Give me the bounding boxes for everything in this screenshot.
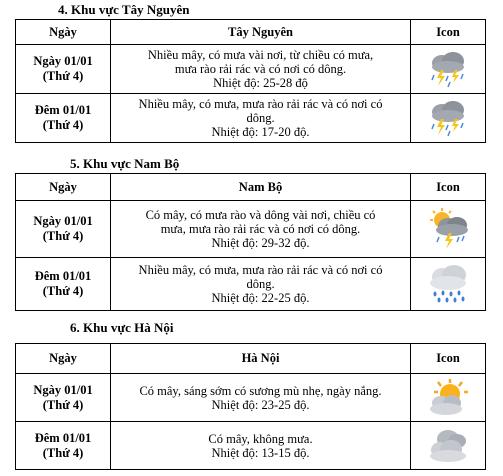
day-label: Ngày 01/01 [33, 214, 93, 228]
description-cell [111, 258, 411, 311]
description-line: Nhiều mây, có mưa, mưa rào rải rác và có nơi có [138, 97, 383, 111]
cloudy-icon [426, 426, 470, 466]
table-row [16, 422, 486, 470]
description-line: Có mây, sáng sớm có sương mù nhẹ, ngày nắng. [139, 383, 382, 398]
day-cell [16, 374, 111, 422]
forecast-table [15, 343, 486, 470]
icon-cell [411, 94, 486, 143]
forecast-table [15, 173, 486, 311]
icon-cell [411, 258, 486, 311]
description-line: mưa, mưa rào rải rác và có nơi có dông. [160, 222, 361, 236]
temperature-line: Nhiệt độ: 13-15 độ. [211, 445, 310, 460]
temperature-line: Nhiệt độ: 23-25 độ. [211, 397, 310, 412]
header-day: Ngày [16, 344, 111, 374]
table-row [16, 374, 486, 422]
day-label: Đêm 01/01 [34, 103, 92, 117]
table-row [16, 258, 486, 311]
section-title: 4. Khu vực Tây Nguyên [58, 2, 190, 17]
description-line: Có mây, không mưa. [208, 431, 313, 446]
sun-cloud-icon [426, 378, 470, 418]
day-cell [16, 94, 111, 143]
header-icon: Icon [411, 20, 486, 45]
header-region: Nam Bộ [111, 174, 411, 201]
description-line: dông. [246, 111, 275, 125]
forecast-table [15, 19, 486, 143]
temperature-line: Nhiệt độ: 17-20 độ. [211, 125, 310, 139]
description-cell [111, 45, 411, 94]
icon-cell [411, 422, 486, 470]
header-region: Tây Nguyên [111, 20, 411, 45]
section-title: 5. Khu vực Nam Bộ [70, 156, 180, 171]
icon-cell [411, 374, 486, 422]
header-day: Ngày [16, 20, 111, 45]
table-row [16, 45, 486, 94]
description-line: Có mây, có mưa rào và dông vài nơi, chiều có [145, 208, 376, 222]
description-cell [111, 374, 411, 422]
weekday-label: (Thứ 4) [42, 69, 84, 83]
weekday-label: (Thứ 4) [42, 229, 84, 243]
thunderstorm-rain-icon [426, 49, 470, 89]
weekday-label: (Thứ 4) [42, 397, 84, 412]
description-line: dông. [246, 277, 275, 291]
temperature-line: Nhiệt độ: 25-28 độ [213, 76, 308, 90]
sun-thunderstorm-icon [426, 208, 470, 250]
description-line: Nhiều mây, có mưa, mưa rào rải rác và có nơi có [138, 263, 383, 277]
header-region: Hà Nội [111, 344, 411, 374]
day-label: Đêm 01/01 [34, 269, 92, 283]
day-label: Ngày 01/01 [33, 382, 93, 397]
day-cell [16, 201, 111, 258]
weekday-label: (Thứ 4) [42, 118, 84, 132]
thunderstorm-rain-icon [426, 98, 470, 138]
description-cell [111, 201, 411, 258]
description-line: Nhiều mây, có mưa vài nơi, từ chiều có mưa, [147, 48, 374, 62]
description-line: mưa rào rải rác và có nơi có dông. [174, 62, 347, 76]
day-cell [16, 258, 111, 311]
weekday-label: (Thứ 4) [42, 284, 84, 298]
header-icon: Icon [411, 344, 486, 374]
description-cell [111, 94, 411, 143]
table-row [16, 94, 486, 143]
temperature-line: Nhiệt độ: 22-25 độ. [211, 291, 310, 305]
day-cell [16, 45, 111, 94]
temperature-line: Nhiệt độ: 29-32 độ. [211, 236, 310, 250]
weekday-label: (Thứ 4) [42, 445, 84, 460]
table-row [16, 201, 486, 258]
header-day: Ngày [16, 174, 111, 201]
day-label: Đêm 01/01 [34, 430, 92, 445]
icon-cell [411, 201, 486, 258]
description-cell [111, 422, 411, 470]
header-icon: Icon [411, 174, 486, 201]
rain-cloud-icon [426, 263, 470, 305]
day-label: Ngày 01/01 [33, 54, 93, 68]
icon-cell [411, 45, 486, 94]
section-title: 6. Khu vực Hà Nội [70, 320, 174, 335]
day-cell [16, 422, 111, 470]
